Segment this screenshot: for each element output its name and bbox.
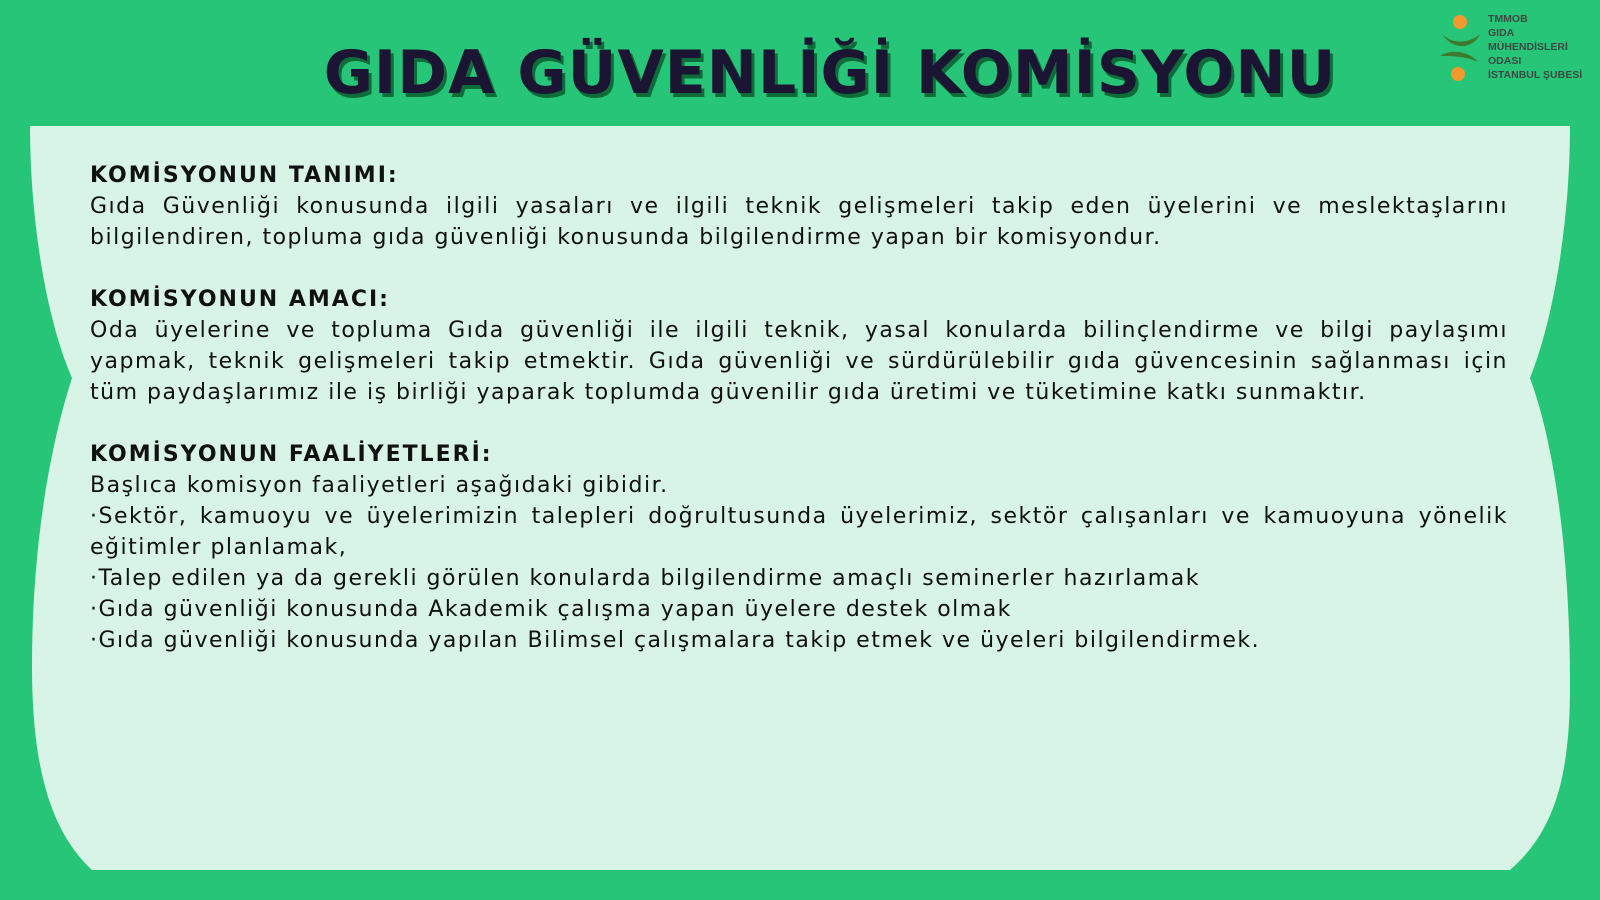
definition-section (90, 160, 1508, 253)
purpose-section (90, 284, 1508, 408)
logo-text (1488, 12, 1582, 82)
activities-section (90, 439, 1508, 656)
list-item: ·Talep edilen ya da gerekli görülen konularda bilgilendirme amaçlı seminerler hazırlamak (90, 566, 1200, 591)
logo-mark-icon (1436, 12, 1486, 88)
list-item: ·Gıda güvenliği konusunda yapılan Bilimsel çalışmalara takip etmek ve üyeleri bilgilendirmek. (90, 628, 1261, 653)
logo-line: TMMOB (1488, 13, 1528, 25)
section-heading: KOMİSYONUN AMACI: (90, 287, 390, 312)
logo (1436, 10, 1596, 90)
section-text: Oda üyelerine ve topluma Gıda güvenliği ile ilgili teknik, yasal konularda bilinçlendirme ve bilgi paylaşımı yapmak, teknik gelişmeleri takip etmektir. Gıda güvenliği ve sürdürülebilir gıda güvencesinin sağlanması için tüm paydaşlarımız ile iş birliği yaparak toplumda güvenilir gıda üretimi ve tüketimine katkı sunmaktır. (90, 318, 1508, 405)
section-heading: KOMİSYONUN TANIMI: (90, 163, 399, 188)
list-item: ·Gıda güvenliği konusunda Akademik çalışma yapan üyelere destek olmak (90, 597, 1012, 622)
section-text: Başlıca komisyon faaliyetleri aşağıdaki gibidir. (90, 473, 669, 498)
section-text: Gıda Güvenliği konusunda ilgili yasaları ve ilgili teknik gelişmeleri takip eden üyelerini ve meslektaşlarını bilgilendiren, topluma gıda güvenliği konusunda bilgilendirme yapan bir komisyondur. (90, 194, 1508, 250)
page-title: GIDA GÜVENLİĞİ KOMİSYONU (323, 38, 1337, 108)
section-heading: KOMİSYONUN FAALİYETLERİ: (90, 442, 493, 467)
logo-line: MÜHENDİSLERİ (1488, 41, 1568, 53)
logo-line: GIDA (1488, 27, 1515, 39)
logo-line: ODASI (1488, 55, 1522, 67)
activity-list (90, 501, 1508, 656)
main-content (90, 160, 1508, 687)
logo-line: İSTANBUL ŞUBESİ (1488, 69, 1583, 81)
list-item: ·Sektör, kamuoyu ve üyelerimizin talepleri doğrultusunda üyelerimiz, sektör çalışanları ve kamuoyuna yönelik eğitimler planlamak, (90, 504, 1508, 560)
